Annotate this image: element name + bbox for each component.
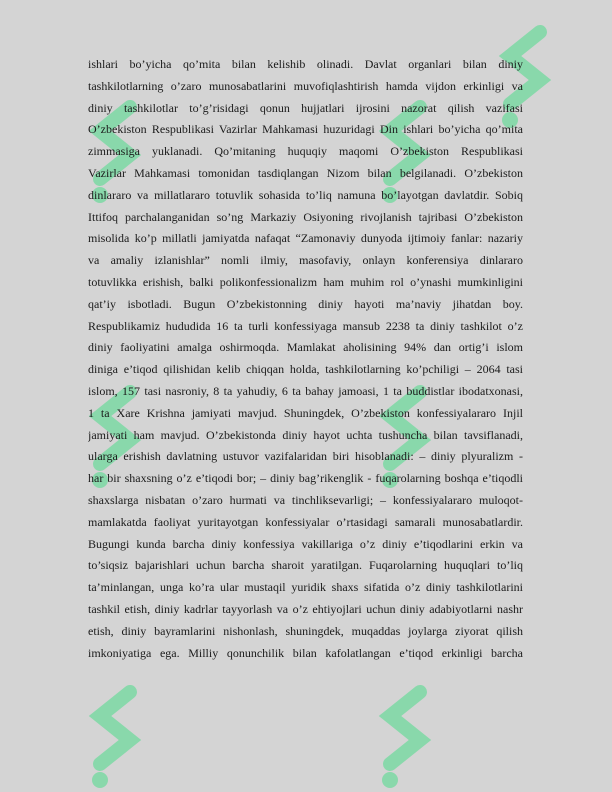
text-line: diniy tashkilotlar to’g’risidagi qonun hujjatlari ijrosini nazorat qilish vazifasi bbox=[88, 100, 523, 115]
text-line: va amaliy izlanishlar” nomli ilmiy, masofaviy, onlayn konferensiya dinlararo bbox=[88, 253, 523, 268]
text-line: etish, diniy bayramlarini nishonlash, shuningdek, muqaddas joylarga ziyorat qilish bbox=[88, 623, 523, 638]
text-line: imkoniyatiga ega. Milliy qonunchilik bilan kafolatlangan e’tiqod erkinligi barcha bbox=[88, 645, 523, 660]
text-line: tashkilotlarning o’zaro munosabatlarini muvofiqlashtirish hamda vijdon erkinligi va bbox=[88, 78, 523, 93]
body-text bbox=[88, 54, 523, 664]
text-line: O’zbekiston Respublikasi Vazirlar Mahkamasi huzuridagi Din ishlari bo’yicha qo’mita bbox=[88, 122, 523, 137]
text-line: Vazirlar Mahkamasi tomonidan tasdiqlangan Nizom bilan belgilanadi. O’zbekiston bbox=[88, 165, 523, 180]
text-line: to’siqsiz bajarishlari uchun barcha sharoit yaratilgan. Fuqarolarning huquqlari to’liq bbox=[88, 558, 523, 573]
text-line: ishlari bo’yicha qo’mita bilan kelishib olinadi. Davlat organlari bilan diniy bbox=[88, 57, 523, 71]
text-line: shaxslarga nisbatan o’zaro hurmati va tinchliksevarligi; – konfessiyalararo muloqot- bbox=[88, 492, 523, 507]
text-line: ta’minlangan, unga ko’ra ular mustaqil yuridik shaxs sifatida o’z diniy tashkilotlarini bbox=[88, 580, 523, 595]
watermark-logo-icon bbox=[80, 680, 150, 790]
text-line: islom, 157 tasi nasroniy, 8 ta yahudiy, 6 ta bahay jamoasi, 1 ta buddistlar ibodatxonasi, bbox=[88, 383, 523, 398]
text-line: mamlakatda faoliyat yuritayotgan konfessiyalar o’rtasidagi samarali munosabatlardir. bbox=[88, 514, 523, 529]
text-line: tashkil etish, diniy kadrlar tayyorlash va o’z ehtiyojlari uchun diniy adabiyotlarni nashr bbox=[88, 601, 523, 616]
text-line: totuvlikka erishish, balki polikonfessionalizm ham muhim rol o’ynashi mumkinligini bbox=[88, 274, 523, 289]
text-line: misolida ko’p millatli jamiyatda nafaqat “Zamonaviy dunyoda ijtimoiy fanlar: nazariy bbox=[88, 231, 523, 246]
text-line: dinlararo va millatlararo totuvlik sohasida to’liq namuna bo’layotgan davlatdir. Sobiq bbox=[88, 187, 523, 202]
text-line: ularga erishish davlatning ustuvor vazifalaridan biri hisoblanadi: – diniy plyuralizm - bbox=[88, 449, 523, 464]
text-line: jamiyati ham mavjud. O’zbekistonda diniy hayot uchta tushuncha bilan tavsiflanadi, bbox=[88, 427, 523, 442]
text-line: diniy faoliyatini amalga oshirmoqda. Mamlakat aholisining 94% dan ortig’i islom bbox=[88, 340, 523, 355]
text-line: 1 ta Xare Krishna jamiyati mavjud. Shuningdek, O’zbekiston konfessiyalararo Injil bbox=[88, 405, 523, 420]
text-line: zimmasiga yuklanadi. Qo’mitaning huquqiy maqomi O’zbekiston Respublikasi bbox=[88, 144, 523, 159]
watermark-logo-icon bbox=[370, 680, 440, 790]
text-line: diniga e’tiqod qilishidan kelib chiqqan holda, tashkilotlarning ko’pchiligi – 2064 tasi bbox=[88, 362, 523, 377]
text-line: qat’iy isbotladi. Bugun O’zbekistonning diniy hayoti ma’naviy jihatdan boy. bbox=[88, 296, 523, 311]
text-line: Ittifoq parchalanganidan so’ng Markaziy Osiyoning rivojlanish tajribasi O’zbekiston bbox=[88, 209, 523, 224]
text-line: Respublikamiz hududida 16 ta turli konfessiyaga mansub 2238 ta diniy tashkilot o’z bbox=[88, 318, 523, 333]
text-line: Bugungi kunda barcha diniy konfessiya vakillariga o’z diniy e’tiqodlarini erkin va bbox=[88, 536, 523, 551]
text-line: har bir shaxsning o’z e’tiqodi bor; – diniy bag’rikenglik - fuqarolarning boshqa e’tiqodli bbox=[88, 471, 523, 486]
